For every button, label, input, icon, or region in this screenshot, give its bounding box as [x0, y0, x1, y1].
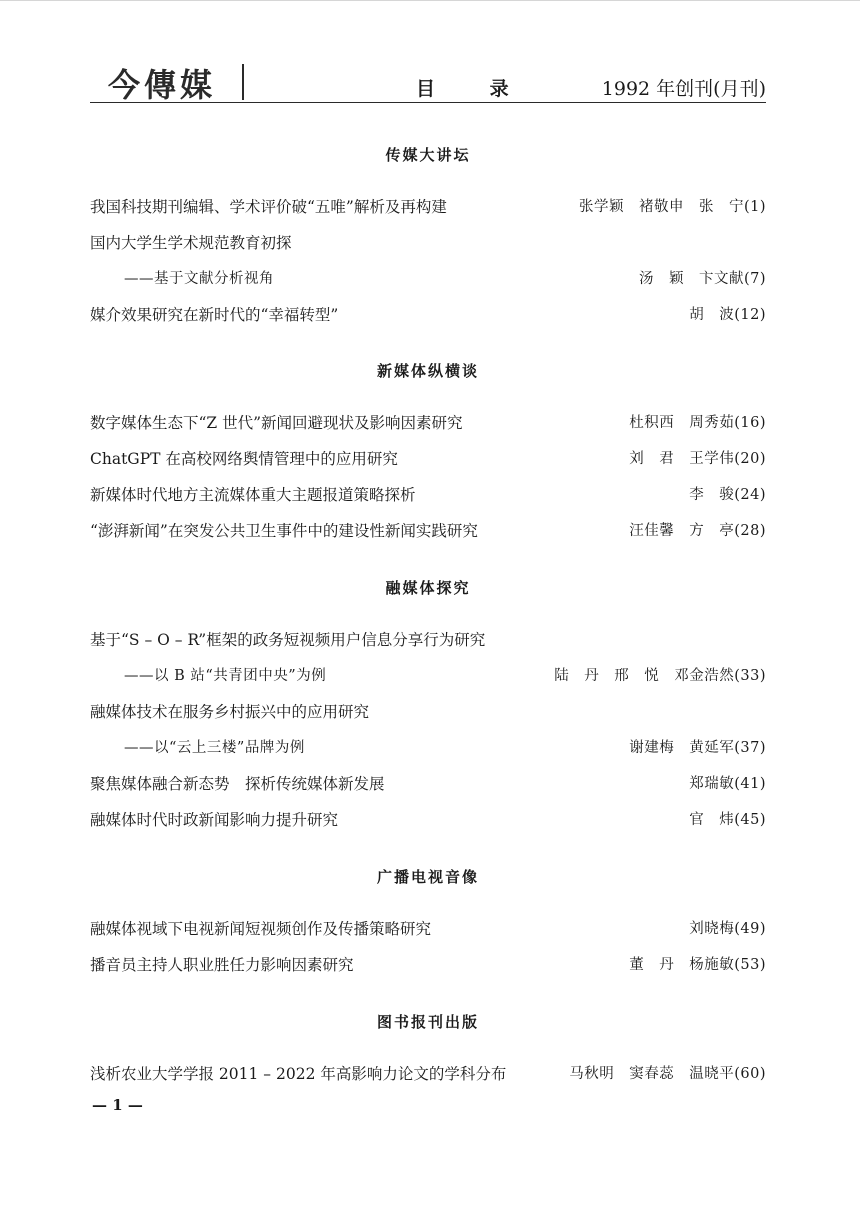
issue-info: 1992 年创刊(月刊) [601, 78, 766, 100]
toc-entry[interactable] [90, 303, 766, 327]
article-title: 国内大学生学术规范教育初探 [90, 234, 292, 252]
article-title: 融媒体技术在服务乡村振兴中的应用研究 [90, 703, 370, 721]
article-authors-page: 汤 颖 卞文献(7) [638, 271, 766, 287]
article-authors-page: 郑瑞敏(41) [689, 776, 766, 792]
section-title: 融媒体探究 [385, 579, 471, 597]
toc-entry[interactable] [90, 1062, 766, 1086]
article-title: 数字媒体生态下“Z 世代”新闻回避现状及影响因素研究 [90, 414, 463, 432]
toc-entry-subtitle[interactable] [90, 664, 766, 688]
article-authors-page: 刘晓梅(49) [689, 921, 766, 937]
toc-entry-subtitle[interactable] [90, 267, 766, 291]
article-authors-page: 谢建梅 黄延军(37) [629, 740, 766, 756]
article-title: “澎湃新闻”在突发公共卫生事件中的建设性新闻实践研究 [90, 522, 478, 540]
section-title: 新媒体纵横谈 [376, 362, 479, 380]
article-authors-page: 胡 波(12) [689, 307, 766, 323]
top-rule [0, 0, 860, 1]
article-authors-page: 董 丹 杨施敏(53) [629, 957, 766, 973]
article-title: 融媒体视域下电视新闻短视频创作及传播策略研究 [90, 920, 432, 938]
toc-entry[interactable] [90, 519, 766, 543]
toc-entry[interactable] [90, 917, 766, 941]
article-title: 聚焦媒体融合新态势 探析传统媒体新发展 [90, 775, 385, 793]
article-title: 基于“S – O – R”框架的政务短视频用户信息分享行为研究 [90, 631, 486, 649]
toc-entry[interactable] [90, 483, 766, 507]
toc-entry[interactable] [90, 700, 766, 724]
article-title: ChatGPT 在高校网络舆情管理中的应用研究 [90, 450, 398, 468]
article-title: 新媒体时代地方主流媒体重大主题报道策略探析 [90, 486, 416, 504]
section-title: 图书报刊出版 [376, 1013, 479, 1031]
article-authors-page: 马秋明 窦春蕊 温晓平(60) [569, 1066, 766, 1082]
article-subtitle: ——基于文献分析视角 [124, 271, 274, 287]
toc-entry[interactable] [90, 231, 766, 255]
journal-logo: 今傳媒 [108, 66, 217, 104]
section-title: 传媒大讲坛 [385, 146, 471, 164]
toc-entry[interactable] [90, 772, 766, 796]
article-authors-page: 杜积西 周秀茹(16) [629, 415, 766, 431]
page-number: — 1 — [92, 1096, 143, 1114]
page-header [90, 60, 766, 103]
article-authors-page: 李 骏(24) [689, 487, 766, 503]
article-authors-page: 汪佳馨 方 亭(28) [629, 523, 766, 539]
toc-entry[interactable] [90, 808, 766, 832]
article-authors-page: 官 炜(45) [689, 812, 766, 828]
article-authors-page: 张学颖 褚敬申 张 宁(1) [578, 199, 766, 215]
toc-entry[interactable] [90, 447, 766, 471]
toc-entry[interactable] [90, 195, 766, 219]
article-title: 播音员主持人职业胜任力影响因素研究 [90, 956, 354, 974]
logo-divider [242, 64, 244, 100]
toc-entry[interactable] [90, 411, 766, 435]
toc-entry[interactable] [90, 628, 766, 652]
article-title: 融媒体时代时政新闻影响力提升研究 [90, 811, 339, 829]
article-subtitle: ——以 B 站“共青团中央”为例 [124, 668, 327, 684]
article-title: 媒介效果研究在新时代的“幸福转型” [90, 306, 339, 324]
article-authors-page: 刘 君 王学伟(20) [629, 451, 766, 467]
article-title: 浅析农业大学学报 2011 – 2022 年高影响力论文的学科分布 [90, 1065, 507, 1083]
page-title: 目 录 [416, 78, 533, 100]
article-authors-page: 陆 丹 邢 悦 邓金浩然(33) [554, 668, 766, 684]
section-title: 广播电视音像 [376, 868, 479, 886]
article-subtitle: ——以“云上三楼”品牌为例 [124, 740, 305, 756]
toc-entry[interactable] [90, 953, 766, 977]
toc-entry-subtitle[interactable] [90, 736, 766, 760]
article-title: 我国科技期刊编辑、学术评价破“五唯”解析及再构建 [90, 198, 447, 216]
